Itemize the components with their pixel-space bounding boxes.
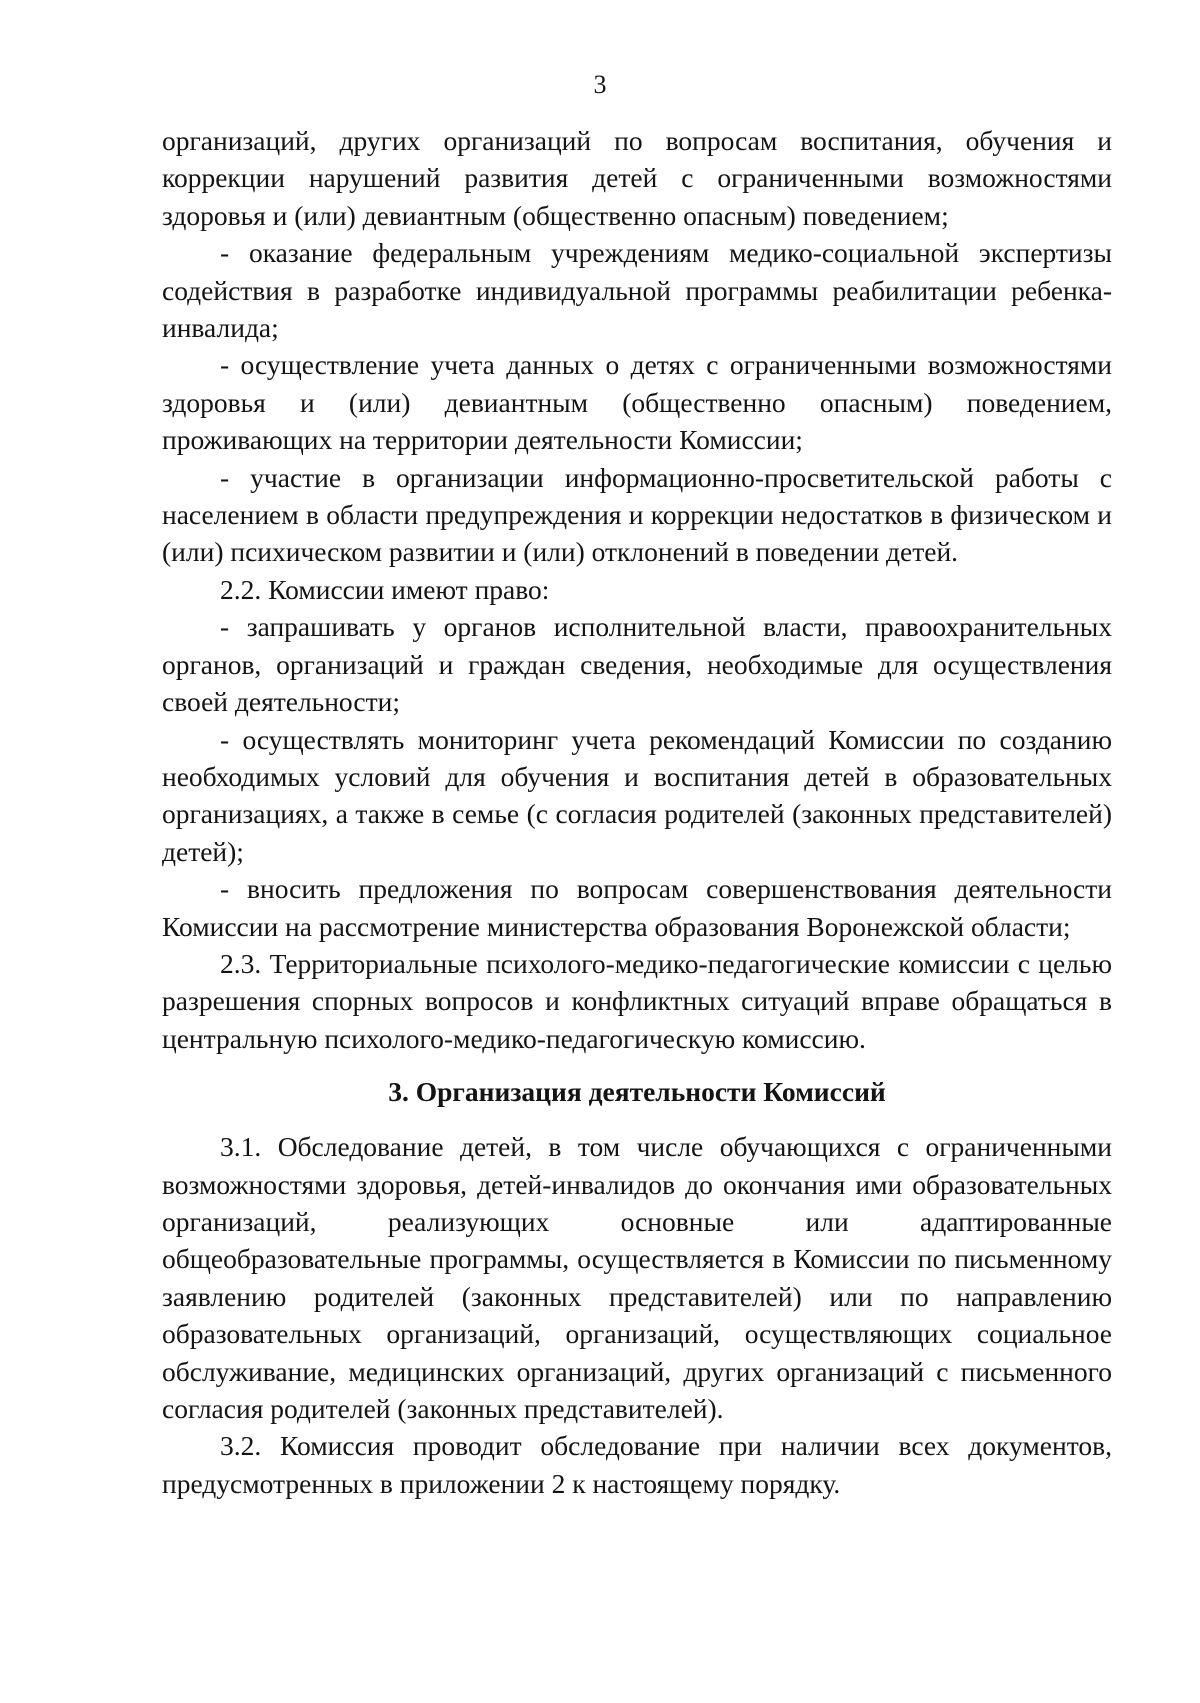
paragraph: организаций, других организаций по вопросам воспитания, обучения и коррекции нарушений развития детей с ограниченными возможностями здоровья и (или) девиантным (общественно опасным) поведением; (162, 125, 1112, 231)
paragraph: - оказание федеральным учреждениям медико-социальной экспертизы содействия в разработке индивидуальной программы реабилитации ребенка-инвалида; (162, 237, 1112, 344)
paragraph: 2.2. Комиссии имеют право: (220, 573, 550, 605)
paragraph: 2.3. Территориальные психолого-медико-педагогические комиссии с целью разрешения спорных вопросов и конфликтных ситуаций вправе обращаться в центральную психолого-медико-педагогическую комиссию. (162, 947, 1112, 1054)
paragraph: - вносить предложения по вопросам совершенствования деятельности Комиссии на рассмотрение министерства образования Воронежской области; (162, 873, 1112, 942)
paragraph: - запрашивать у органов исполнительной власти, правоохранительных органов, организаций и граждан сведения, необходимые для осуществления своей деятельности; (162, 611, 1112, 718)
paragraph: - осуществлять мониторинг учета рекомендаций Комиссии по созданию необходимых условий для обучения и воспитания детей в образовательных организациях, а также в семье (с согласия родителей (законных представителей) детей); (162, 723, 1112, 867)
document-body (162, 122, 1112, 1502)
paragraph: - осуществление учета данных о детях с ограниченными возможностями здоровья и (или) девиантным (общественно опасным) поведением, проживающих на территории деятельности Комиссии; (162, 349, 1112, 456)
page-number: 3 (593, 70, 607, 99)
section-heading: 3. Организация деятельности Комиссий (388, 1076, 886, 1108)
paragraph: - участие в организации информационно-просветительской работы с населением в области предупреждения и коррекции недостатков в физическом и (или) психическом развитии и (или) отклонений в поведении детей. (162, 461, 1112, 568)
paragraph: 3.2. Комиссия проводит обследование при наличии всех документов, предусмотренных в приложении 2 к настоящему порядку. (162, 1430, 1112, 1499)
paragraph: 3.1. Обследование детей, в том числе обучающихся с ограниченными возможностями здоровья, детей-инвалидов до окончания ими образовательных организаций, реализующих основные или адаптированные общеобразовательные программы, осуществляется в Комиссии по письменному заявлению родителей (законных представителей) или по направлению образовательных организаций, организаций, осуществляющих социальное обслуживание, медицинских организаций, других организаций с письменного согласия родителей (законных представителей). (162, 1131, 1112, 1424)
